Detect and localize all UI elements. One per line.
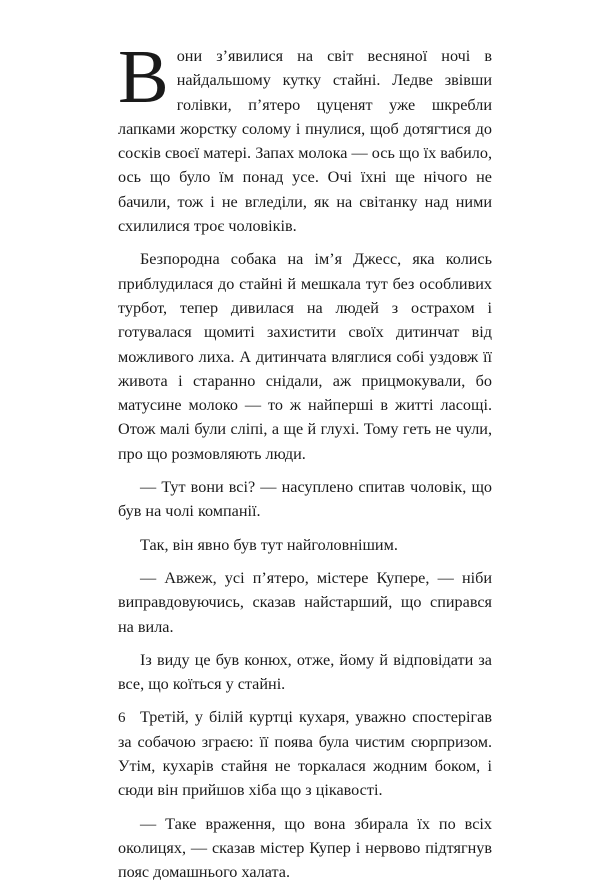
paragraph-1 — [118, 35, 492, 238]
paragraph-1-text: они з’явилися на світ весняної ночі в найдальшому кутку стайні. Ледве звівши голівки, п’ятеро цуценят уже шкребли лапками жорстку солому і пнулися, щоб дотягтися до сосків своєї матері. Запах молока — ось що їх вабило, ось що було їм понад усе. Очі їхні ще нічого не бачили, тож і не вгледіли, як на світанку над ними схилилися троє чоловіків. — [118, 47, 492, 236]
paragraph-3: — Тут вони всі? — насуплено спитав чоловік, що був на чолі компанії. — [118, 478, 492, 521]
paragraph-2: Безпородна собака на ім’я Джесс, яка колись приблудилася до стайні й мешкала тут без особливих турбот, тепер дивилася на людей з острахом і готувалася щомиті захистити своїх дитинчат від можливого лиха. А дитинчата вляглися собі уздовж її живота і старанно снідали, аж прицмокували, бо матусине молоко — то ж найперші в житті ласощі. Отож малі були сліпі, а ще й глухі. Тому геть не чули, про що розмовляють люди. — [118, 250, 492, 463]
paragraph-5: — Авжеж, усі п’ятеро, містере Купере, — ніби виправдовуючись, сказав найстарший, що спирався на вила. — [118, 568, 492, 636]
paragraph-8: — Таке враження, що вона збирала їх по всіх околицях, — сказав містер Купер і нервово підтягнув пояс домашнього халата. — [118, 814, 492, 882]
drop-cap: В — [118, 35, 169, 119]
page-number: 6 — [118, 710, 126, 726]
paragraph-6: Із виду це був конюх, отже, йому й відповідати за все, що коїться у стайні. — [118, 650, 492, 694]
paragraph-4: Так, він явно був тут найголовнішим. — [140, 535, 398, 554]
paragraph-7: Третій, у білій куртці кухаря, уважно спостерігав за собачою зграєю: її поява була чистим сюрпризом. Утім, кухарів стайня не торкалася жодним боком, і сюди він прийшов хіба що з цікавості. — [118, 708, 492, 800]
body-text — [118, 35, 492, 885]
